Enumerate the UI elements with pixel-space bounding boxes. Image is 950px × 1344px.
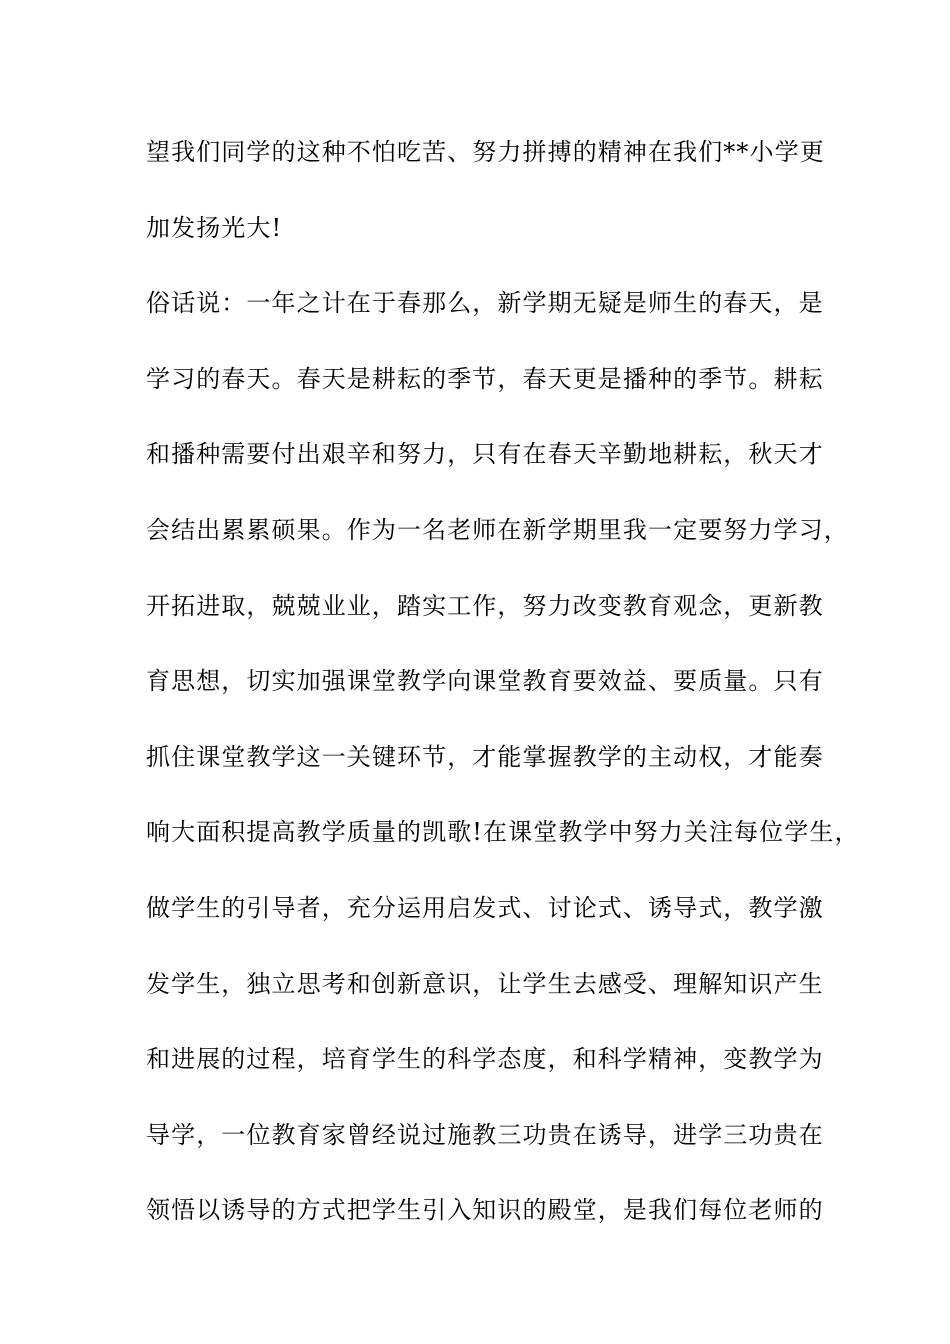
text-line-1: 望我们同学的这种不怕吃苦、努力拼搏的精神在我们**小学更 [146,138,825,166]
text-line-9: 抓住课堂教学这一关键环节，才能掌握教学的主动权，才能奏 [146,742,824,771]
text-line-7: 开拓进取，兢兢业业，踏实工作，努力改变教育观念，更新教 [146,591,824,620]
text-line-13: 和进展的过程，培育学生的科学态度，和科学精神，变教学为 [146,1045,824,1074]
text-line-10: 响大面积提高教学质量的凯歌!在课堂教学中努力关注每位学生， [146,818,860,847]
text-line-8: 育思想，切实加强课堂教学向课堂教育要效益、要质量。只有 [146,667,824,696]
body-text [146,132,860,1266]
text-line-14: 导学，一位教育家曾经说过施教三功贵在诱导，进学三功贵在 [146,1120,824,1149]
text-line-2: 加发扬光大! [146,213,283,242]
text-line-3: 俗话说：一年之计在于春那么，新学期无疑是师生的春天，是 [146,289,824,318]
text-line-5: 和播种需要付出艰辛和努力，只有在春天辛勤地耕耘，秋天才 [146,440,824,469]
text-line-4: 学习的春天。春天是耕耘的季节，春天更是播种的季节。耕耘 [146,364,824,393]
text-line-11: 做学生的引导者，充分运用启发式、讨论式、诱导式，教学激 [146,893,824,922]
text-line-6: 会结出累累硕果。作为一名老师在新学期里我一定要努力学习， [146,515,849,544]
text-line-15: 领悟以诱导的方式把学生引入知识的殿堂，是我们每位老师的 [146,1196,824,1225]
text-line-12: 发学生，独立思考和创新意识，让学生去感受、理解知识产生 [146,969,824,998]
